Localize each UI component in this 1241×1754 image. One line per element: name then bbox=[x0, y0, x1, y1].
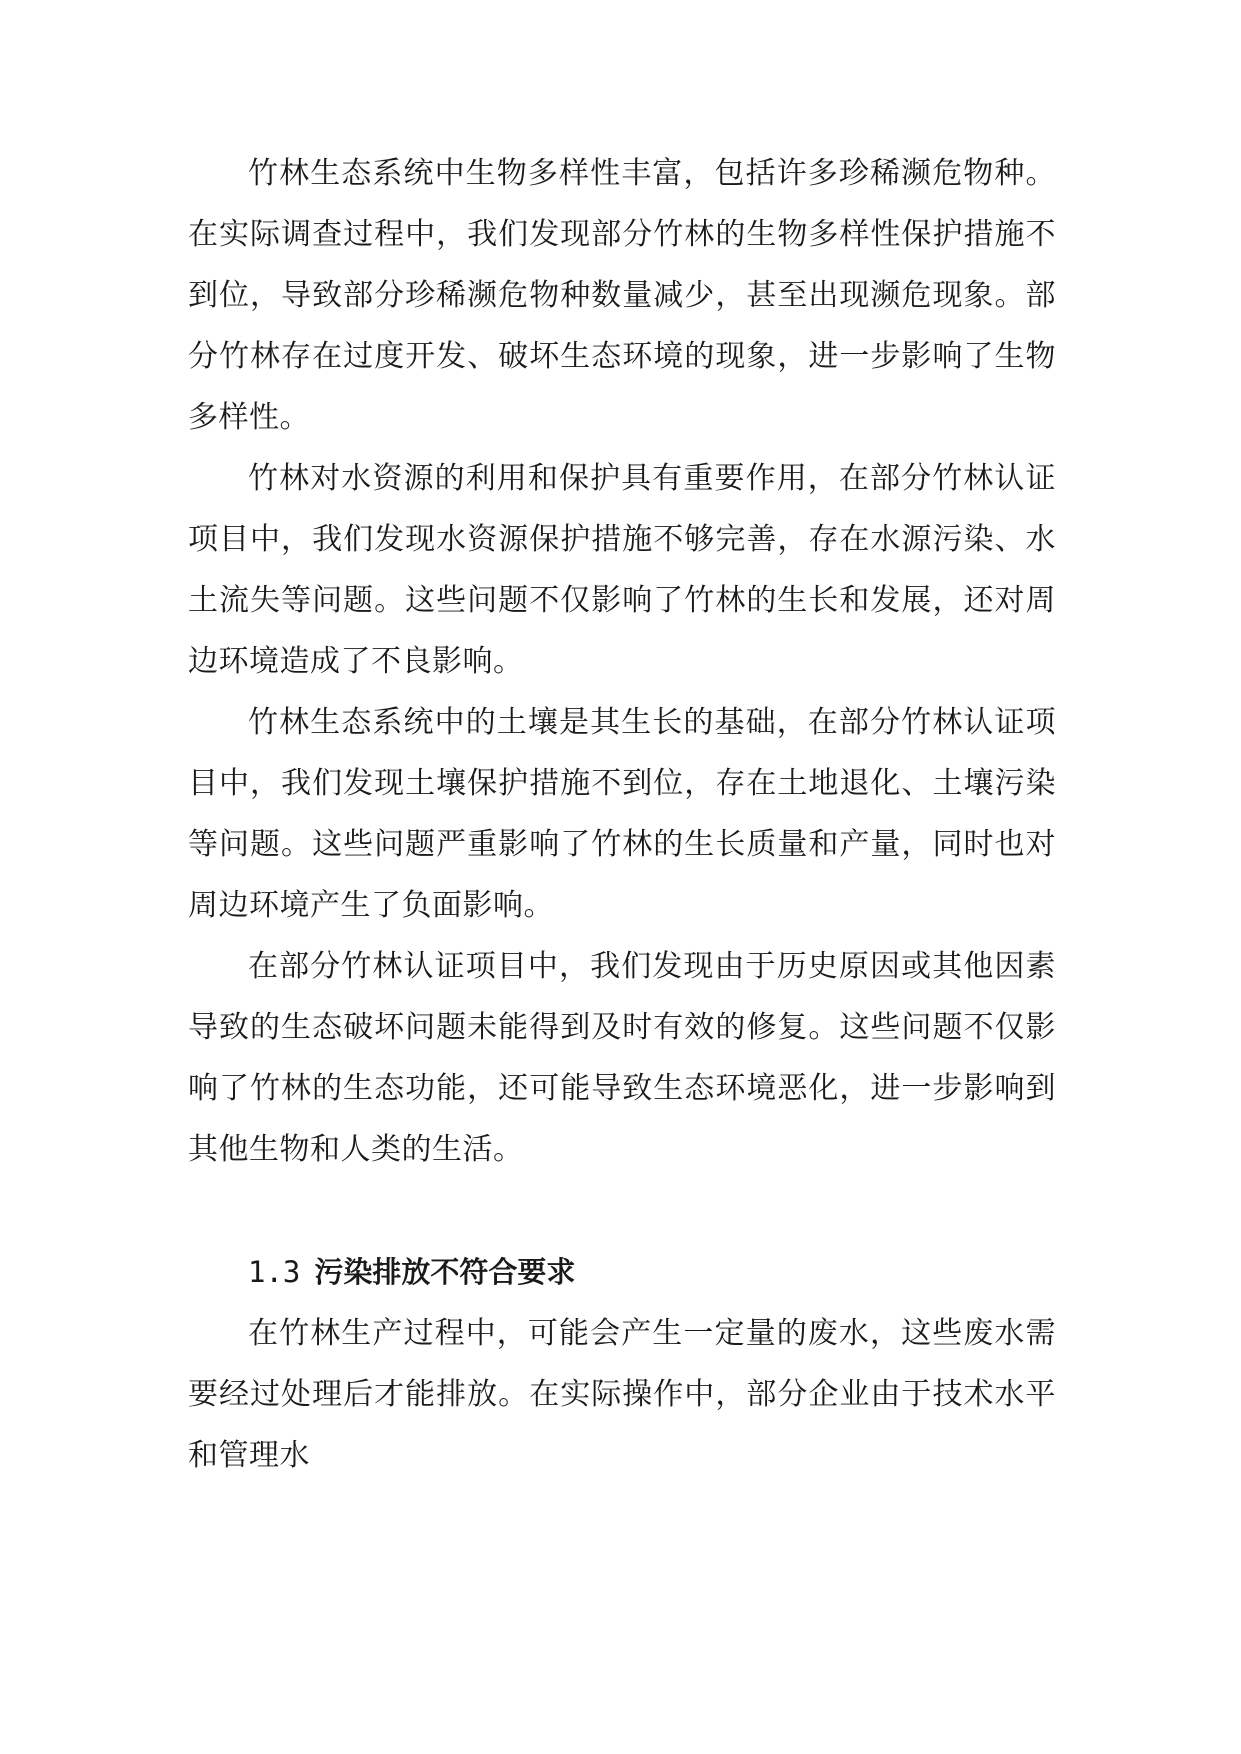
section-heading bbox=[188, 1242, 1056, 1303]
paragraph-biodiversity: 竹林生态系统中生物多样性丰富，包括许多珍稀濒危物种。在实际调查过程中，我们发现部分竹林的生物多样性保护措施不到位，导致部分珍稀濒危物种数量减少，甚至出现濒危现象。部分竹林存在过度开发、破坏生态环境的现象，进一步影响了生物多样性。 bbox=[188, 156, 1056, 435]
paragraph-wastewater: 在竹林生产过程中，可能会产生一定量的废水，这些废水需要经过处理后才能排放。在实际操作中，部分企业由于技术水平和管理水 bbox=[188, 1316, 1056, 1473]
document-body bbox=[188, 143, 1056, 1486]
section-number: 1.3 bbox=[248, 1255, 301, 1289]
section-title: 污染排放不符合要求 bbox=[314, 1255, 576, 1289]
paragraph-ecological-restoration: 在部分竹林认证项目中，我们发现由于历史原因或其他因素导致的生态破坏问题未能得到及时有效的修复。这些问题不仅影响了竹林的生态功能，还可能导致生态环境恶化，进一步影响到其他生物和人类的生活。 bbox=[188, 949, 1056, 1167]
paragraph-soil: 竹林生态系统中的土壤是其生长的基础，在部分竹林认证项目中，我们发现土壤保护措施不到位，存在土地退化、土壤污染等问题。这些问题严重影响了竹林的生长质量和产量，同时也对周边环境产生了负面影响。 bbox=[188, 705, 1056, 923]
paragraph-water-resources: 竹林对水资源的利用和保护具有重要作用，在部分竹林认证项目中，我们发现水资源保护措施不够完善，存在水源污染、水土流失等问题。这些问题不仅影响了竹林的生长和发展，还对周边环境造成了不良影响。 bbox=[188, 461, 1056, 679]
